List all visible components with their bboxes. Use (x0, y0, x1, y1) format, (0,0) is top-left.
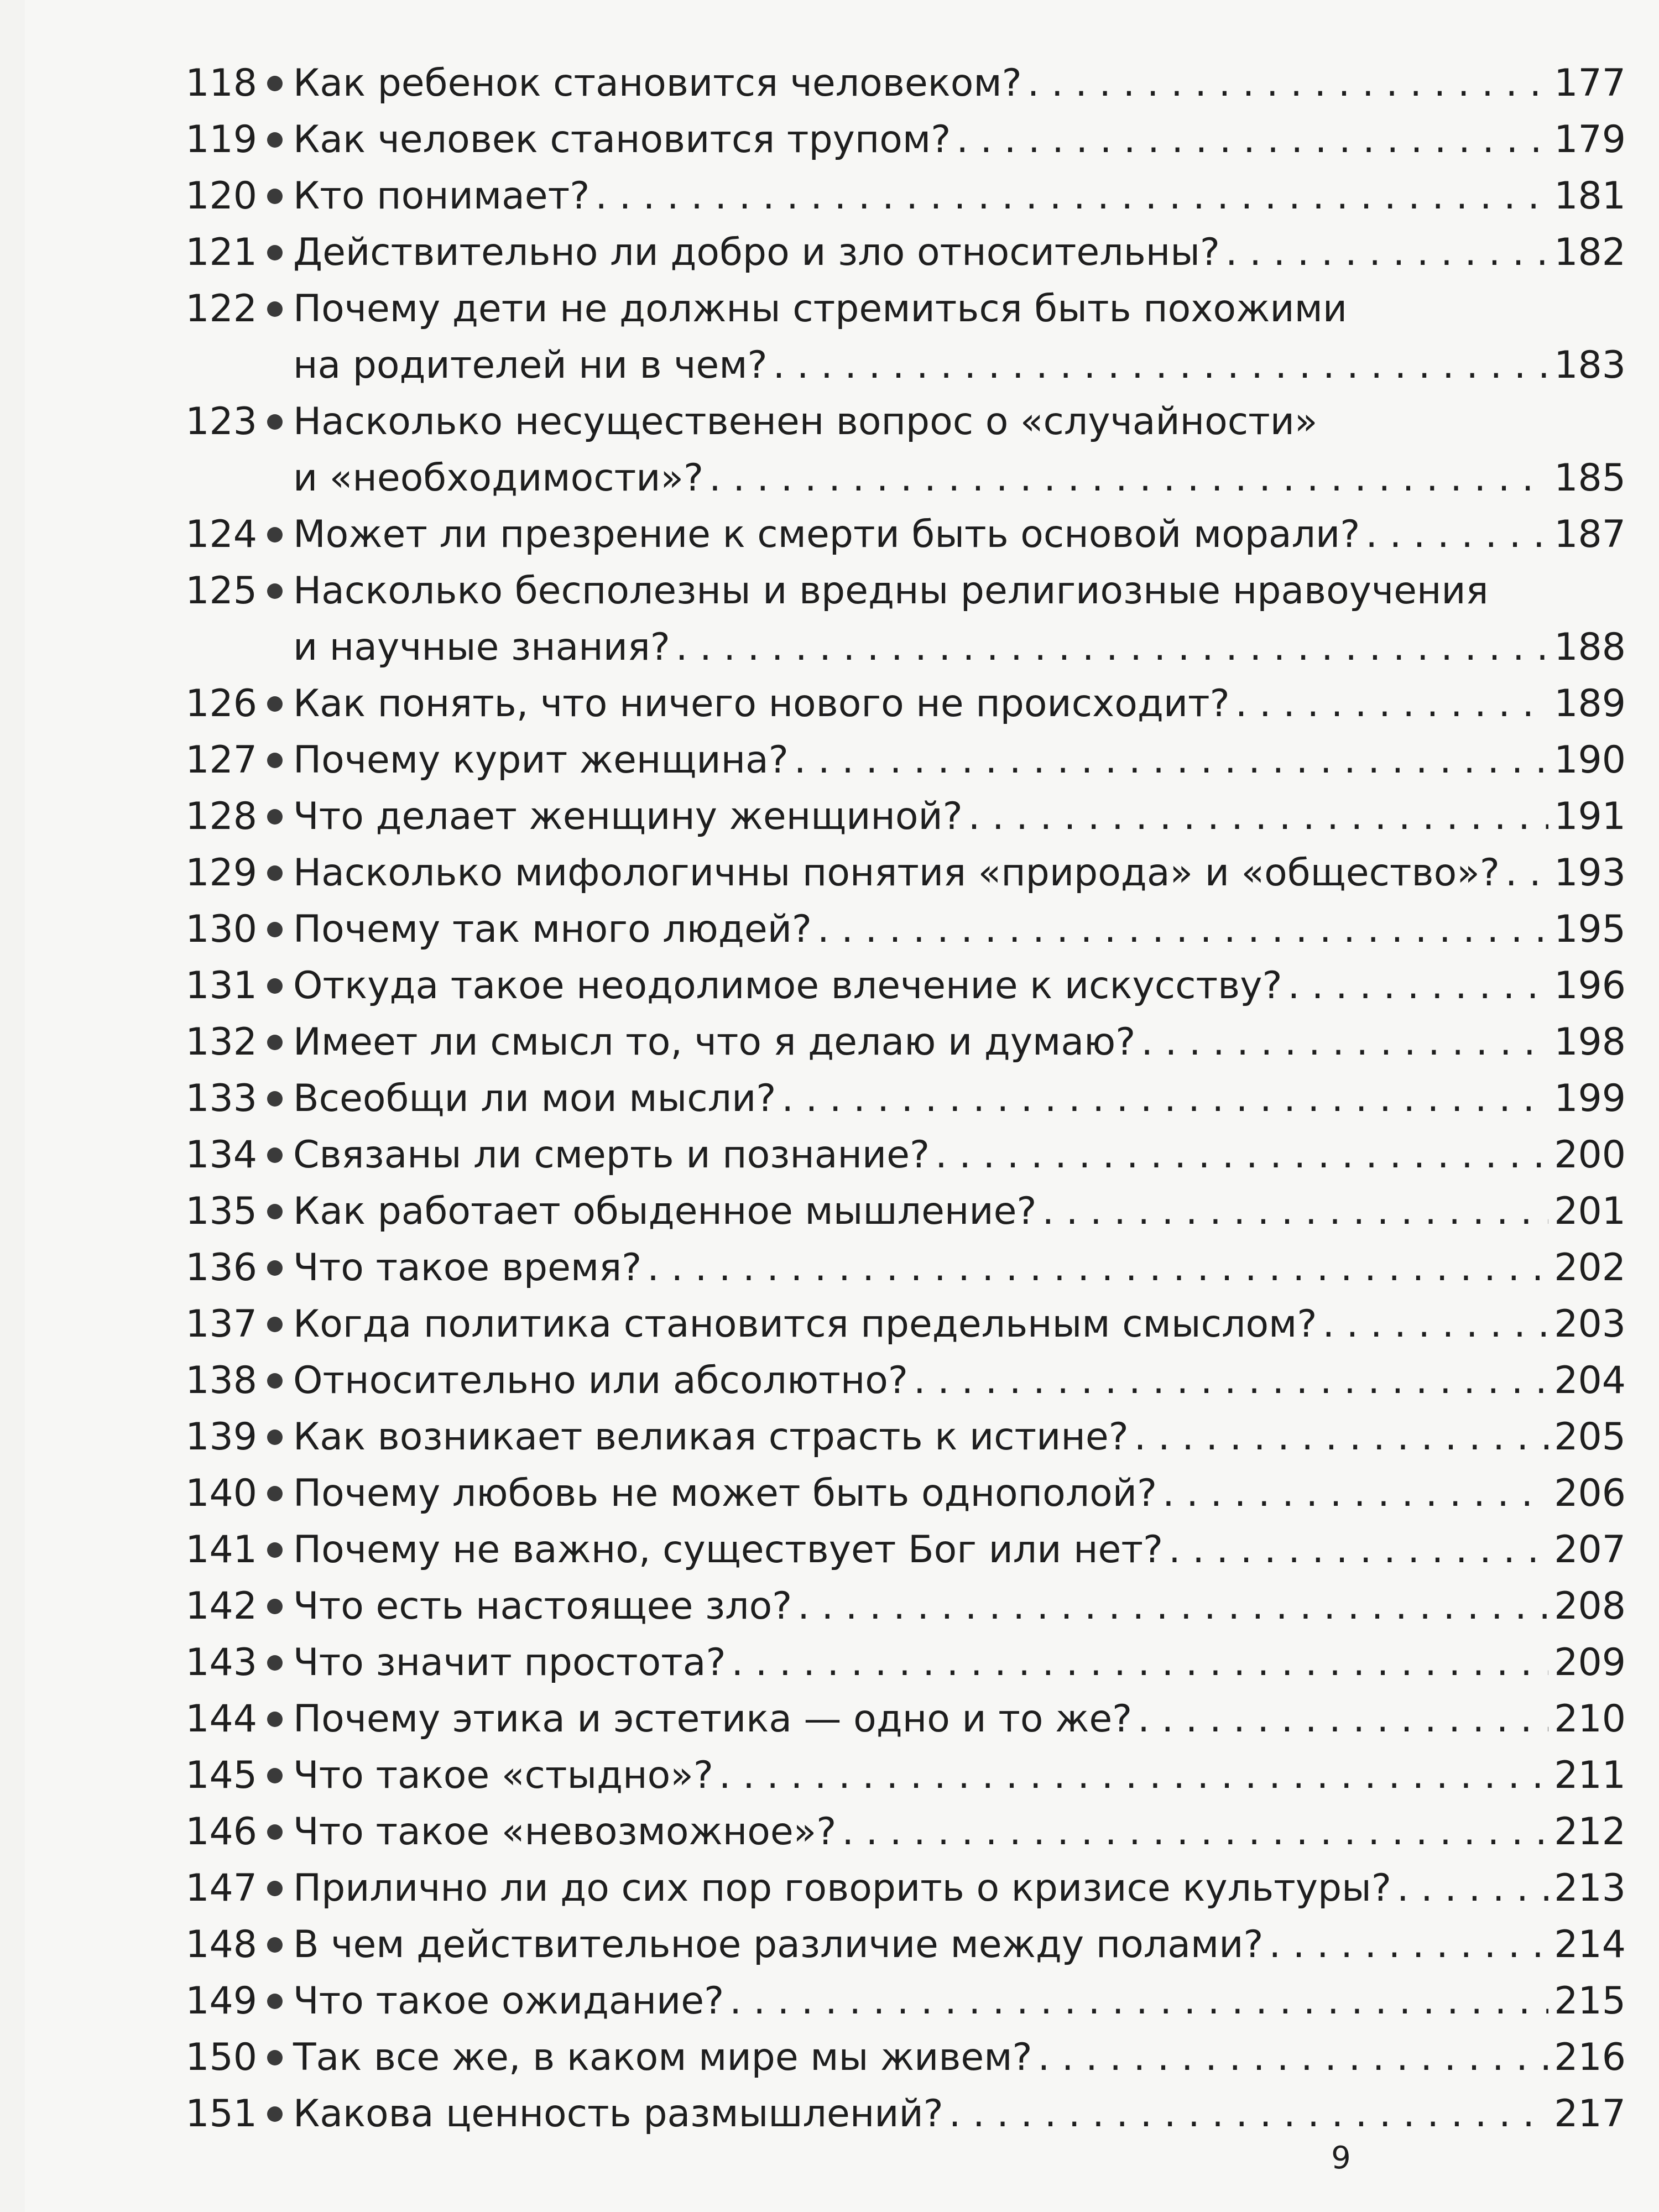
leader-dots (709, 450, 1548, 507)
leader-dots (956, 112, 1548, 168)
entry-title: Относительно или абсолютно? (293, 1359, 908, 1402)
toc-line (169, 732, 1626, 789)
toc-line (169, 1465, 1626, 1522)
entry-leader (293, 1296, 1626, 1353)
toc-entry (169, 225, 1626, 281)
toc-line (169, 845, 1626, 901)
bullet-icon (267, 753, 283, 768)
toc-entry (169, 2030, 1626, 2086)
toc-entry (169, 958, 1626, 1014)
entry-title: Что такое «стыдно»? (293, 1754, 713, 1797)
toc-line (169, 2086, 1626, 2142)
entry-leader (293, 789, 1626, 845)
bullet-icon (267, 1937, 283, 1953)
toc-entry (169, 1409, 1626, 1465)
toc-line (169, 337, 1626, 394)
entry-number: 149 (185, 1979, 257, 2023)
entry-leader (293, 619, 1626, 676)
toc-entry (169, 1353, 1626, 1409)
leader-dots (595, 168, 1548, 225)
entry-number: 136 (185, 1246, 257, 1290)
entry-page: 183 (1554, 343, 1626, 387)
toc-entry (169, 1296, 1626, 1353)
toc-line (169, 676, 1626, 732)
entry-title: Действительно ли добро и зло относительны? (293, 231, 1220, 274)
entry-title: Что такое время? (293, 1246, 642, 1290)
toc-line (169, 450, 1626, 507)
entry-title: Кто понимает? (293, 174, 590, 218)
entry-leader (293, 845, 1626, 901)
leader-dots (914, 1353, 1548, 1409)
toc-entry (169, 1860, 1626, 1917)
entry-number: 121 (185, 231, 257, 274)
entry-number: 123 (185, 400, 257, 444)
entry-title: Что делает женщину женщиной? (293, 795, 963, 838)
bullet-icon (267, 414, 283, 430)
entry-number: 144 (185, 1697, 257, 1741)
toc-line (169, 1071, 1626, 1127)
bullet-icon (267, 245, 283, 260)
entry-title: Почему этика и эстетика — одно и то же? (293, 1697, 1133, 1741)
toc-line (169, 112, 1626, 168)
bullet-icon (267, 2106, 283, 2122)
entry-number: 135 (185, 1190, 257, 1233)
toc-entry (169, 1747, 1626, 1804)
toc-entry (169, 1973, 1626, 2030)
entry-title: Почему любовь не может быть однополой? (293, 1472, 1157, 1515)
entry-page: 182 (1554, 231, 1626, 274)
leader-dots (817, 901, 1548, 958)
toc-line (169, 55, 1626, 112)
entry-title: Почему не важно, существует Бог или нет? (293, 1528, 1164, 1572)
entry-title: Что такое ожидание? (293, 1979, 724, 2023)
entry-page: 214 (1554, 1923, 1626, 1966)
entry-number: 126 (185, 682, 257, 726)
entry-page: 209 (1554, 1641, 1626, 1684)
entry-leader (293, 1635, 1626, 1691)
leader-dots (1027, 55, 1548, 112)
toc-line (169, 1353, 1626, 1409)
toc-entry (169, 732, 1626, 789)
entry-leader (293, 1747, 1626, 1804)
entry-page: 190 (1554, 738, 1626, 782)
entry-title: Почему курит женщина? (293, 738, 789, 782)
toc-line (169, 2030, 1626, 2086)
entry-leader (293, 1465, 1626, 1522)
entry-title: Насколько мифологичны понятия «природа» и «общество»? (293, 851, 1500, 895)
bullet-icon (267, 1824, 283, 1840)
entry-title: Что есть настоящее зло? (293, 1584, 792, 1628)
bullet-icon (267, 527, 283, 542)
entry-leader (293, 1240, 1626, 1296)
entry-number: 118 (185, 61, 257, 105)
toc-line (169, 1860, 1626, 1917)
entry-leader (293, 958, 1626, 1014)
entry-number: 132 (185, 1020, 257, 1064)
entry-title: Всеобщи ли мои мысли? (293, 1077, 776, 1120)
leader-dots (1042, 1183, 1549, 1240)
entry-page: 188 (1554, 625, 1626, 669)
entry-number: 120 (185, 174, 257, 218)
bullet-icon (267, 76, 283, 91)
toc-line (169, 1747, 1626, 1804)
toc-entry (169, 1071, 1626, 1127)
bullet-icon (267, 1599, 283, 1614)
entry-leader (293, 1973, 1626, 2030)
toc-entry (169, 112, 1626, 168)
book-page (25, 0, 1659, 2212)
leader-dots (935, 1127, 1548, 1183)
entry-page: 185 (1554, 456, 1626, 500)
entry-leader (293, 507, 1626, 563)
entry-number: 122 (185, 287, 257, 331)
entry-leader (293, 1691, 1626, 1747)
bullet-icon (267, 1768, 283, 1783)
bullet-icon (267, 1655, 283, 1671)
bullet-icon (267, 1260, 283, 1276)
toc-line (169, 168, 1626, 225)
entry-leader (293, 1804, 1626, 1860)
toc-line (169, 789, 1626, 845)
entry-number: 124 (185, 513, 257, 556)
entry-number: 142 (185, 1584, 257, 1628)
entry-title: Насколько бесполезны и вредны религиозные нравоучения (293, 569, 1489, 613)
entry-title: Почему так много людей? (293, 907, 812, 951)
leader-dots (1162, 1465, 1548, 1522)
entry-leader (293, 1353, 1626, 1409)
bullet-icon (267, 1204, 283, 1219)
toc-entry (169, 281, 1626, 394)
entry-page: 203 (1554, 1302, 1626, 1346)
entry-leader (293, 168, 1626, 225)
bullet-icon (267, 1430, 283, 1445)
toc-entry (169, 1522, 1626, 1578)
toc-line (169, 1183, 1626, 1240)
toc-line (169, 1973, 1626, 2030)
bullet-icon (267, 1994, 283, 2009)
bullet-icon (267, 189, 283, 204)
bullet-icon (267, 1147, 283, 1163)
leader-dots (1138, 1691, 1548, 1747)
entry-page: 191 (1554, 795, 1626, 838)
toc-entry (169, 1183, 1626, 1240)
toc-entry (169, 1578, 1626, 1635)
toc-entry (169, 1465, 1626, 1522)
entry-number: 125 (185, 569, 257, 613)
bullet-icon (267, 583, 283, 599)
toc-line (169, 563, 1626, 619)
entry-title: Что такое «невозможное»? (293, 1810, 837, 1854)
entry-title: Что значит простота? (293, 1641, 726, 1684)
entry-title: Откуда такое неодолимое влечение к искусству? (293, 964, 1282, 1008)
leader-dots (1235, 676, 1548, 732)
bullet-icon (267, 1486, 283, 1501)
entry-leader (293, 1522, 1626, 1578)
toc-entry (169, 168, 1626, 225)
entry-title: Насколько несущественен вопрос о «случайности» (293, 400, 1318, 444)
toc-line (169, 1804, 1626, 1860)
bullet-icon (267, 809, 283, 825)
toc-entry (169, 2086, 1626, 2142)
entry-page: 193 (1554, 851, 1626, 895)
entry-leader (293, 1578, 1626, 1635)
entry-title: Когда политика становится предельным смыслом? (293, 1302, 1317, 1346)
entry-page: 212 (1554, 1810, 1626, 1854)
entry-title: Как человек становится трупом? (293, 118, 951, 161)
leader-dots (732, 1635, 1549, 1691)
entry-page: 201 (1554, 1190, 1626, 1233)
entry-title: Почему дети не должны стремиться быть похожими (293, 287, 1348, 331)
toc-entry (169, 507, 1626, 563)
entry-leader (293, 112, 1626, 168)
leader-dots (1225, 225, 1548, 281)
bullet-icon (267, 865, 283, 881)
entry-page: 211 (1554, 1754, 1626, 1797)
entry-number: 147 (185, 1866, 257, 1910)
bullet-icon (267, 301, 283, 317)
entry-page: 202 (1554, 1246, 1626, 1290)
leader-dots (1322, 1296, 1548, 1353)
leader-dots (1134, 1409, 1548, 1465)
toc-entry (169, 563, 1626, 676)
entry-number: 140 (185, 1472, 257, 1515)
toc-entry (169, 845, 1626, 901)
leader-dots (1269, 1917, 1549, 1973)
toc-line (169, 619, 1626, 676)
entry-number: 129 (185, 851, 257, 895)
entry-number: 133 (185, 1077, 257, 1120)
toc-line (169, 1409, 1626, 1465)
leader-dots (1397, 1860, 1548, 1917)
leader-dots (781, 1071, 1548, 1127)
entry-page: 205 (1554, 1415, 1626, 1459)
toc-line (169, 1917, 1626, 1973)
entry-number: 150 (185, 2036, 257, 2079)
toc-line (169, 507, 1626, 563)
toc-line (169, 901, 1626, 958)
entry-title: и научные знания? (293, 625, 670, 669)
entry-title: Как понять, что ничего нового не происходит? (293, 682, 1230, 726)
entry-number: 127 (185, 738, 257, 782)
bullet-icon (267, 132, 283, 148)
entry-number: 130 (185, 907, 257, 951)
toc-line (169, 1014, 1626, 1071)
toc-entry (169, 55, 1626, 112)
toc-line (169, 958, 1626, 1014)
bullet-icon (267, 922, 283, 937)
toc-entry (169, 901, 1626, 958)
bullet-icon (267, 1712, 283, 1727)
bullet-icon (267, 1881, 283, 1896)
page-number: 9 (1331, 2140, 1351, 2176)
entry-leader (293, 225, 1626, 281)
entry-number: 148 (185, 1923, 257, 1966)
entry-page: 196 (1554, 964, 1626, 1008)
toc-line (169, 1296, 1626, 1353)
entry-leader (293, 732, 1626, 789)
entry-number: 128 (185, 795, 257, 838)
entry-page: 200 (1554, 1133, 1626, 1177)
entry-title: Как ребенок становится человеком? (293, 61, 1022, 105)
entry-page: 204 (1554, 1359, 1626, 1402)
leader-dots (1141, 1014, 1548, 1071)
toc-line (169, 394, 1626, 450)
entry-page: 207 (1554, 1528, 1626, 1572)
entry-page: 217 (1554, 2092, 1626, 2136)
entry-title: Как работает обыденное мышление? (293, 1190, 1037, 1233)
entry-page: 181 (1554, 174, 1626, 218)
entry-page: 195 (1554, 907, 1626, 951)
entry-number: 119 (185, 118, 257, 161)
entry-title: Так все же, в каком мире мы живем? (293, 2036, 1032, 2079)
leader-dots (949, 2086, 1548, 2142)
entry-page: 198 (1554, 1020, 1626, 1064)
toc-entry (169, 394, 1626, 507)
entry-title: и «необходимости»? (293, 456, 704, 500)
toc-line (169, 1691, 1626, 1747)
entry-page: 179 (1554, 118, 1626, 161)
toc-entry (169, 1804, 1626, 1860)
entry-page: 187 (1554, 513, 1626, 556)
entry-page: 189 (1554, 682, 1626, 726)
leader-dots (968, 789, 1548, 845)
toc-line (169, 1522, 1626, 1578)
leader-dots (729, 1973, 1548, 2030)
entry-page: 177 (1554, 61, 1626, 105)
toc-entry (169, 1014, 1626, 1071)
bullet-icon (267, 1091, 283, 1107)
bullet-icon (267, 978, 283, 994)
leader-dots (647, 1240, 1548, 1296)
leader-dots (1168, 1522, 1548, 1578)
leader-dots (842, 1804, 1548, 1860)
entry-number: 131 (185, 964, 257, 1008)
bullet-icon (267, 1035, 283, 1050)
leader-dots (794, 732, 1548, 789)
entry-leader (293, 1409, 1626, 1465)
toc-line (169, 1240, 1626, 1296)
leader-dots (1288, 958, 1549, 1014)
entry-number: 141 (185, 1528, 257, 1572)
entry-title: Какова ценность размышлений? (293, 2092, 943, 2136)
entry-leader (293, 1860, 1626, 1917)
toc-entry (169, 1127, 1626, 1183)
entry-leader (293, 1071, 1626, 1127)
entry-number: 145 (185, 1754, 257, 1797)
entry-leader (293, 901, 1626, 958)
bullet-icon (267, 1542, 283, 1558)
entry-title: В чем действительное различие между полами? (293, 1923, 1264, 1966)
entry-number: 139 (185, 1415, 257, 1459)
leader-dots (797, 1578, 1548, 1635)
toc-entry (169, 1635, 1626, 1691)
entry-page: 213 (1554, 1866, 1626, 1910)
bullet-icon (267, 696, 283, 712)
bullet-icon (267, 1317, 283, 1332)
entry-page: 206 (1554, 1472, 1626, 1515)
entry-number: 134 (185, 1133, 257, 1177)
entry-leader (293, 1127, 1626, 1183)
entry-title: Имеет ли смысл то, что я делаю и думаю? (293, 1020, 1136, 1064)
bullet-icon (267, 1373, 283, 1389)
toc-line (169, 281, 1626, 337)
entry-leader (293, 1917, 1626, 1973)
entry-page: 216 (1554, 2036, 1626, 2079)
entry-title: Прилично ли до сих пор говорить о кризисе культуры? (293, 1866, 1391, 1910)
entry-page: 199 (1554, 1077, 1626, 1120)
table-of-contents (169, 55, 1626, 2142)
toc-entry (169, 1240, 1626, 1296)
leader-dots (676, 619, 1548, 676)
leader-dots (1038, 2030, 1549, 2086)
entry-leader (293, 2086, 1626, 2142)
entry-leader (293, 676, 1626, 732)
entry-leader (293, 337, 1626, 394)
toc-line (169, 1127, 1626, 1183)
entry-title: Как возникает великая страсть к истине? (293, 1415, 1129, 1459)
entry-number: 143 (185, 1641, 257, 1684)
entry-number: 146 (185, 1810, 257, 1854)
toc-line (169, 1635, 1626, 1691)
leader-dots (719, 1747, 1548, 1804)
entry-title: на родителей ни в чем? (293, 343, 768, 387)
entry-page: 215 (1554, 1979, 1626, 2023)
toc-line (169, 225, 1626, 281)
toc-entry (169, 1917, 1626, 1973)
toc-entry (169, 1691, 1626, 1747)
leader-dots (1505, 845, 1548, 901)
entry-number: 138 (185, 1359, 257, 1402)
entry-number: 137 (185, 1302, 257, 1346)
entry-title: Связаны ли смерть и познание? (293, 1133, 930, 1177)
entry-number: 151 (185, 2092, 257, 2136)
entry-leader (293, 1183, 1626, 1240)
leader-dots (773, 337, 1549, 394)
bullet-icon (267, 2050, 283, 2065)
entry-leader (293, 450, 1626, 507)
toc-entry (169, 676, 1626, 732)
entry-page: 208 (1554, 1584, 1626, 1628)
entry-leader (293, 2030, 1626, 2086)
entry-leader (293, 1014, 1626, 1071)
leader-dots (1365, 507, 1548, 563)
entry-leader (293, 55, 1626, 112)
entry-title: Может ли презрение к смерти быть основой морали? (293, 513, 1360, 556)
toc-entry (169, 789, 1626, 845)
entry-page: 210 (1554, 1697, 1626, 1741)
toc-line (169, 1578, 1626, 1635)
